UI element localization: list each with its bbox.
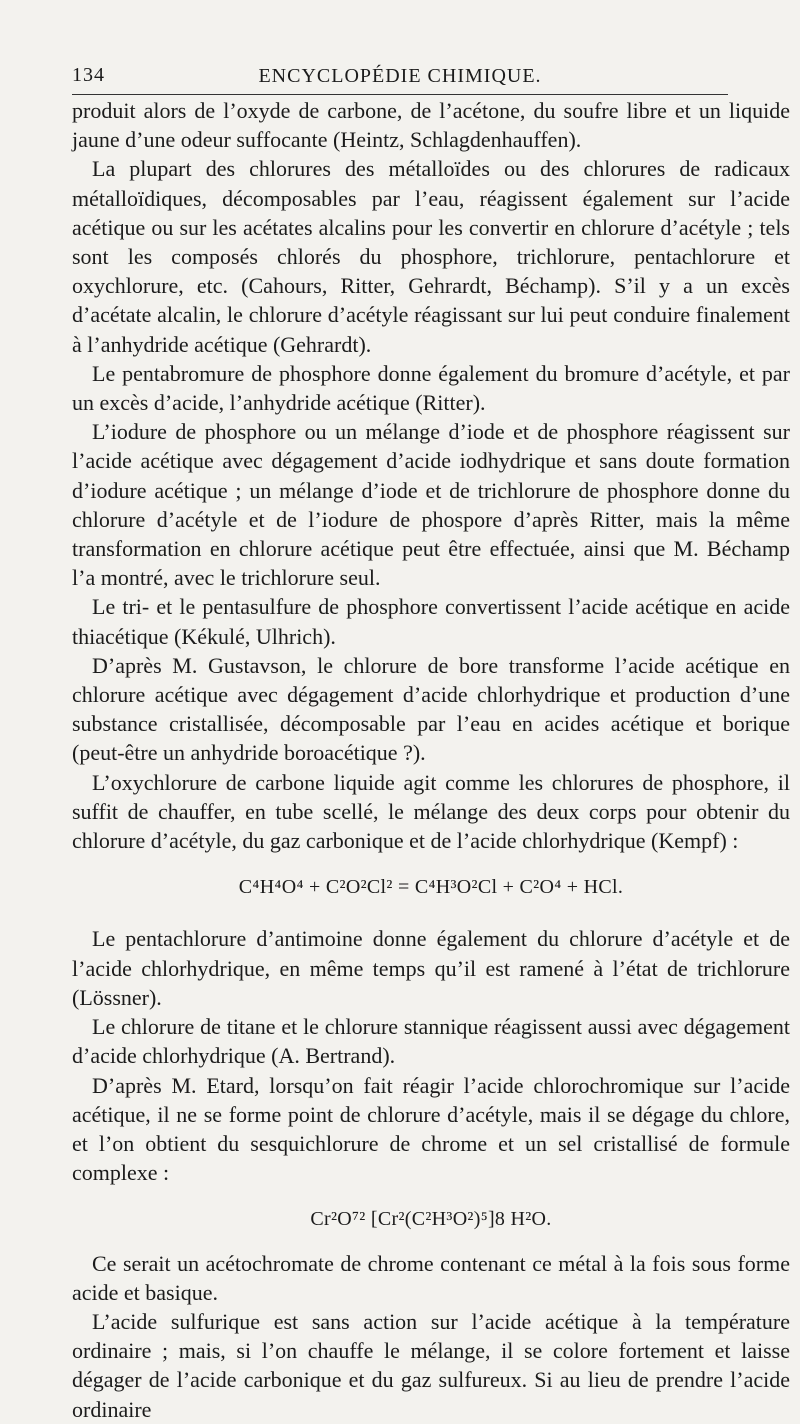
paragraph: Le chlorure de titane et le chlorure stannique réagissent aussi avec dégagement d’acide chlorhydrique (A. Bertrand). xyxy=(72,1014,790,1069)
paragraph: Le pentachlorure d’antimoine donne également du chlorure d’acétyle et de l’acide chlorhydrique, en même temps qu’il est ramené à l’état de trichlorure (Lössner). xyxy=(72,926,790,1010)
paragraph: produit alors de l’oxyde de carbone, de l’acétone, du soufre libre et un liquide jaune d’une odeur suffocante (Heintz, Schlagdenhauffen). xyxy=(72,98,790,153)
paragraph: D’après M. Etard, lorsqu’on fait réagir l’acide chlorochromique sur l’acide acétique, il ne se forme point de chlorure d’acétyle, mais il se dégage du chlore, et l’on obtient du sesquichlorure de chrome et un sel cristallisé de formule complexe : xyxy=(72,1072,790,1186)
body-text xyxy=(72,96,790,1424)
paragraph: Le pentabromure de phosphore donne également du bromure d’acétyle, et par un excès d’acide, l’anhydride acétique (Ritter). xyxy=(72,360,790,416)
chemical-formula: Cr²O⁷² [Cr²(C²H³O²)⁵]8 H²O. xyxy=(310,1208,552,1231)
page-number: 134 xyxy=(72,64,105,86)
paragraph: Le tri- et le pentasulfure de phosphore convertissent l’acide acétique en acide thiacétique (Kékulé, Ulhrich). xyxy=(72,594,790,649)
paragraph: La plupart des chlorures des métalloïdes ou des chlorures de radicaux métalloïdiques, décomposables par l’eau, réagissent également sur l’acide acétique ou sur les acétates alcalins pour les convertir en chlorure d’acétyle ; tels sont les composés chlorés du phosphore, trichlorure, pentachlorure et oxychlorure, etc. (Cahours, Ritter, Gehrardt, Béchamp). S’il y a un excès d’acétate alcalin, le chlorure d’acétyle réagissant sur lui peut conduire finalement à l’anhydride acétique (Gehrardt). xyxy=(72,156,790,357)
paragraph: L’acide sulfurique est sans action sur l’acide acétique à la température ordinaire ; mais, si l’on chauffe le mélange, il se colore fortement et laisse dégager de l’acide carbonique et du gaz sulfureux. Si au lieu de prendre l’acide ordinaire xyxy=(72,1308,790,1422)
paragraph: L’oxychlorure de carbone liquide agit comme les chlorures de phosphore, il suffit de chauffer, en tube scellé, le mélange des deux corps pour obtenir du chlorure d’acétyle, du gaz carbonique et de l’acide chlorhydrique (Kempf) : xyxy=(72,769,790,854)
running-title: ENCYCLOPÉDIE CHIMIQUE. xyxy=(258,64,542,87)
paragraph: L’iodure de phosphore ou un mélange d’iode et de phosphore réagissent sur l’acide acétique avec dégagement d’acide iodhydrique et sans doute formation d’iodure acétique ; un mélange d’iode et de trichlorure de phosphore donne du chlorure d’acétyle et de l’iodure de phospore d’après Ritter, mais la même transformation en chlorure acétique peut être effectuée, ainsi que M. Béchamp l’a montré, avec le trichlorure seul. xyxy=(72,419,790,591)
paragraph: D’après M. Gustavson, le chlorure de bore transforme l’acide acétique en chlorure acétique avec dégagement d’acide chlorhydrique et production d’une substance cristallisée, décomposable par l’eau en acides acétique et borique (peut-être un anhydride boroacétique ?). xyxy=(72,652,790,766)
chemical-equation: C⁴H⁴O⁴ + C²O²Cl² = C⁴H³O²Cl + C²O⁴ + HCl. xyxy=(238,876,624,899)
paragraph: Ce serait un acétochromate de chrome contenant ce métal à la fois sous forme acide et basique. xyxy=(72,1250,790,1305)
page-header xyxy=(72,58,728,95)
